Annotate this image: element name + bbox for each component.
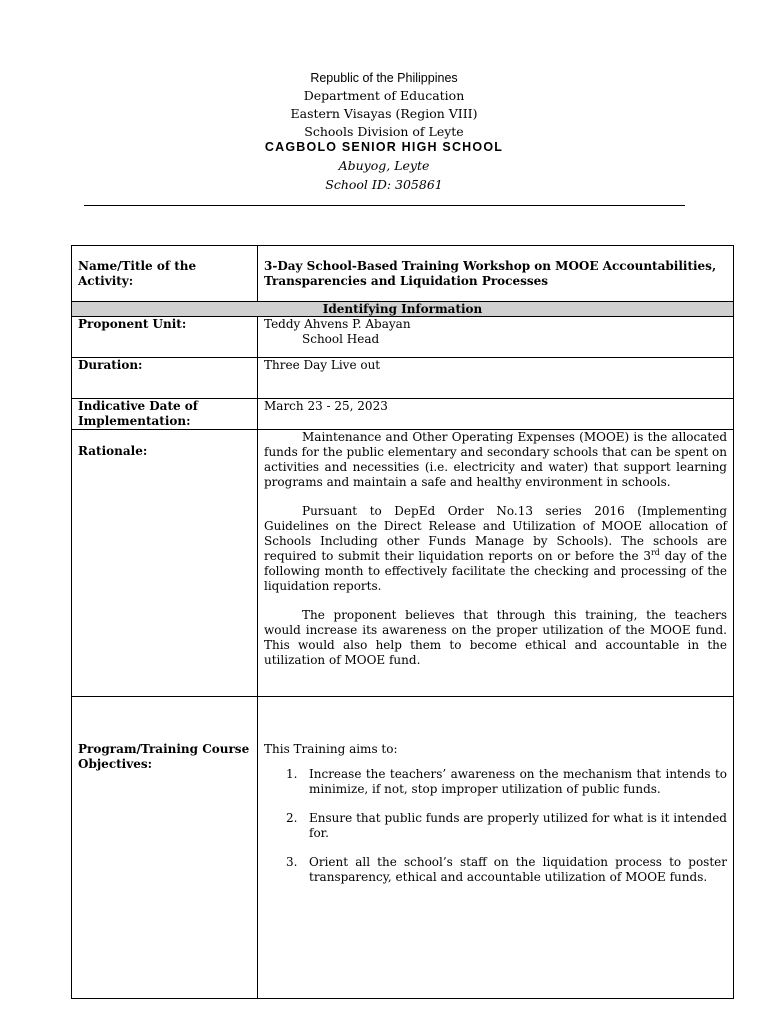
rationale-p2-ordinal: rd: [650, 548, 660, 557]
date-row: [72, 399, 734, 430]
rationale-row: [72, 430, 734, 697]
proponent-row: [72, 317, 734, 358]
objective-item: [264, 767, 727, 797]
republic-line: Republic of the Philippines: [310, 71, 458, 85]
objectives-intro: This Training aims to:: [264, 742, 398, 756]
date-label: Indicative Date of Implementation:: [72, 399, 258, 430]
proponent-role: School Head: [302, 332, 380, 346]
proponent-label: Proponent Unit:: [72, 317, 258, 358]
school-address: Abuyog, Leyte: [338, 158, 430, 173]
title-row: [72, 246, 734, 302]
rationale-value: [258, 430, 734, 697]
date-value: March 23 - 25, 2023: [258, 399, 734, 430]
objective-text: Increase the teachers’ awareness on the mechanism that intends to minimize, if not, stop improper utilization of public funds.: [309, 767, 727, 796]
objective-number: 1.: [286, 767, 298, 781]
rationale-label: Rationale:: [72, 430, 258, 697]
objective-text: Orient all the school’s staff on the liquidation process to poster transparency, ethical and accountable utilization of MOOE funds.: [309, 855, 727, 884]
objective-text: Ensure that public funds are properly utilized for what is it intended for.: [309, 811, 727, 840]
rationale-p2-part-a: Pursuant to DepEd Order No.13 series 2016 (Implementing Guidelines on the Direct Release and Utilization of MOOE allocation of Schools Including other Funds Manage by Schools). The schools are required to submit their liquidation reports on or before the 3: [264, 504, 727, 563]
rationale-paragraph-3: The proponent believes that through this training, the teachers would increase its awareness on the proper utilization of the MOOE fund. This would also help them to become ethical and accountable in the utilization of MOOE fund.: [264, 608, 727, 667]
department-line: Department of Education: [303, 88, 465, 103]
title-label: Name/Title of the Activity:: [72, 246, 258, 302]
proponent-value: [258, 317, 734, 358]
school-name: CAGBOLO SENIOR HIGH SCHOOL: [264, 140, 504, 154]
duration-value: Three Day Live out: [258, 358, 734, 399]
rationale-p2-part-b: day of the following month to effectively facilitate the checking and processing of the liquidation reports.: [264, 549, 727, 593]
objective-item: [264, 855, 727, 885]
objective-number: 3.: [286, 855, 298, 869]
region-line: Eastern Visayas (Region VIII): [290, 106, 478, 121]
identifying-header: Identifying Information: [72, 302, 734, 317]
objectives-row: [72, 697, 734, 999]
identifying-header-row: [72, 302, 734, 317]
header-divider: [84, 205, 685, 206]
division-line: Schools Division of Leyte: [304, 124, 464, 139]
objectives-label: Program/Training Course Objectives:: [72, 697, 258, 999]
rationale-paragraph-1: Maintenance and Other Operating Expenses (MOOE) is the allocated funds for the public elementary and secondary schools that can be spent on activities and necessities (i.e. electricity and water) that support learning programs and maintain a safe and healthy environment in schools.: [264, 430, 727, 489]
objective-number: 2.: [286, 811, 298, 825]
duration-row: [72, 358, 734, 399]
activity-form-table: [71, 245, 734, 999]
objective-item: [264, 811, 727, 841]
school-id: School ID: 305861: [325, 177, 443, 192]
objectives-value: [258, 697, 734, 999]
objectives-list: [264, 767, 727, 885]
proponent-name: Teddy Ahvens P. Abayan: [264, 317, 411, 331]
rationale-paragraph-2: [264, 504, 727, 594]
duration-label: Duration:: [72, 358, 258, 399]
title-value: 3-Day School-Based Training Workshop on MOOE Accountabilities, Transparencies and Liquidation Processes: [258, 246, 734, 302]
